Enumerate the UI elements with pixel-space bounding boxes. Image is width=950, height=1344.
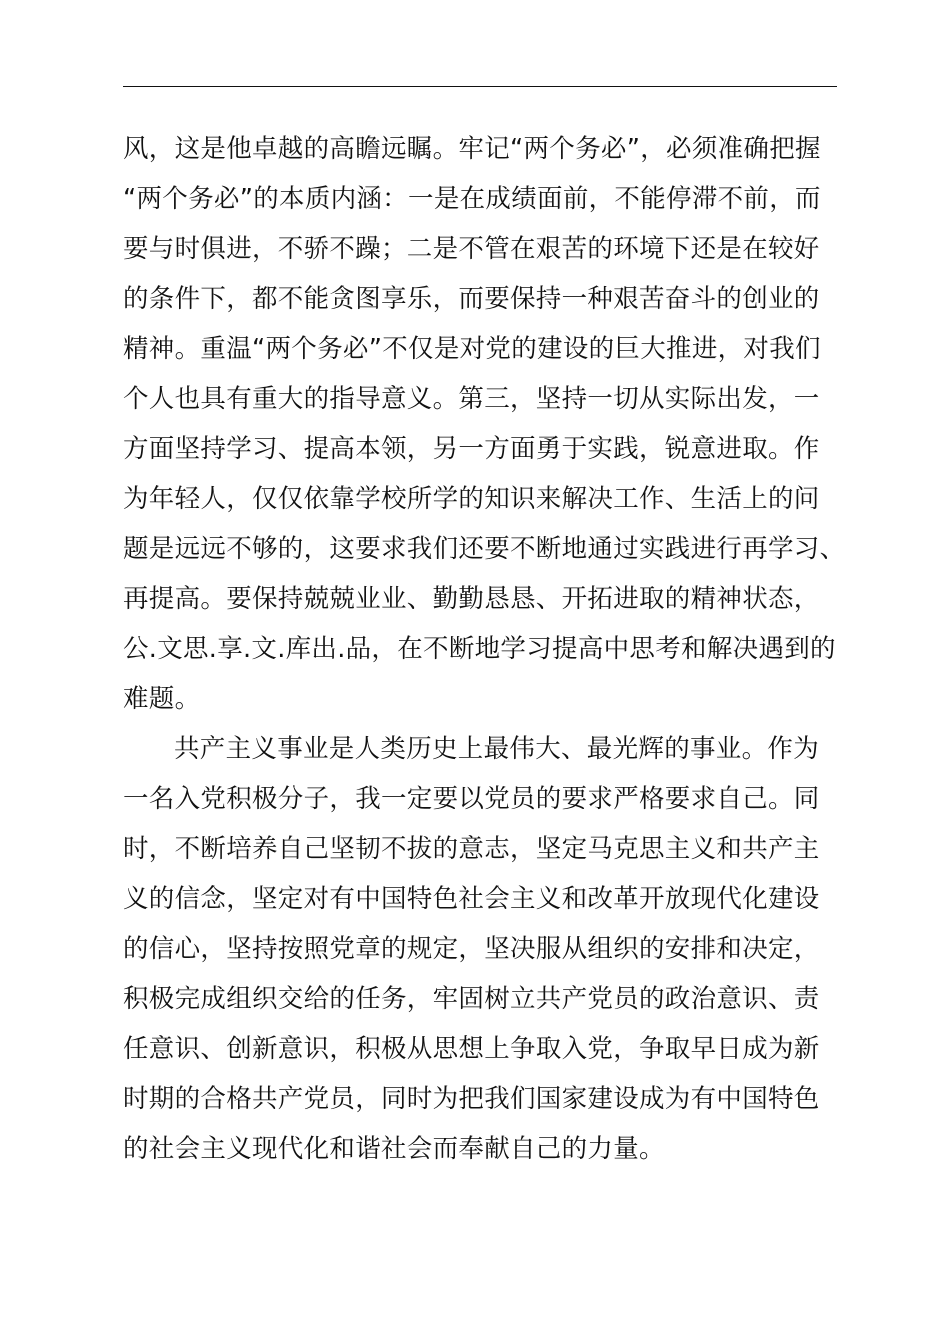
- text-line: 任意识、创新意识，积极从思想上争取入党，争取早日成为新: [123, 1034, 820, 1064]
- text-line: 的条件下，都不能贪图享乐，而要保持一种艰苦奋斗的创业的: [123, 284, 820, 314]
- text-line: 积极完成组织交给的任务，牢固树立共产党员的政治意识、责: [123, 984, 820, 1014]
- body-text: [123, 124, 883, 1174]
- text-line: “两个务必”的本质内涵：一是在成绩面前，不能停滞不前，而: [123, 184, 821, 214]
- text-line: 时，不断培养自己坚韧不拔的意志，坚定马克思主义和共产主: [123, 834, 820, 864]
- header-rule: [123, 86, 837, 87]
- text-line: 难题。: [123, 684, 201, 714]
- text-line: 要与时俱进，不骄不躁；二是不管在艰苦的环境下还是在较好: [123, 234, 820, 264]
- paragraph-start-line: 共产主义事业是人类历史上最伟大、最光辉的事业。作为: [174, 734, 820, 764]
- text-line: 时期的合格共产党员，同时为把我们国家建设成为有中国特色: [123, 1084, 820, 1114]
- text-line: 再提高。要保持兢兢业业、勤勤恳恳、开拓进取的精神状态，: [123, 584, 820, 614]
- text-line: 风，这是他卓越的高瞻远瞩。牢记“两个务必”，必须准确把握: [123, 134, 821, 164]
- text-line: 的社会主义现代化和谐社会而奉献自己的力量。: [123, 1134, 665, 1164]
- text-line: 方面坚持学习、提高本领，另一方面勇于实践，锐意进取。作: [123, 434, 820, 464]
- text-line: 为年轻人，仅仅依靠学校所学的知识来解决工作、生活上的问: [123, 484, 820, 514]
- text-line: 个人也具有重大的指导意义。第三，坚持一切从实际出发，一: [123, 384, 820, 414]
- text-line: 一名入党积极分子，我一定要以党员的要求严格要求自己。同: [123, 784, 820, 814]
- text-line: 精神。重温“两个务必”不仅是对党的建设的巨大推进，对我们: [123, 334, 821, 364]
- text-line: 题是远远不够的，这要求我们还要不断地通过实践进行再学习、: [123, 534, 846, 564]
- text-line: 义的信念，坚定对有中国特色社会主义和改革开放现代化建设: [123, 884, 820, 914]
- text-line: 的信心，坚持按照党章的规定，坚决服从组织的安排和决定，: [123, 934, 820, 964]
- text-line: 公.文思.享.文.库出.品，在不断地学习提高中思考和解决遇到的: [123, 634, 836, 664]
